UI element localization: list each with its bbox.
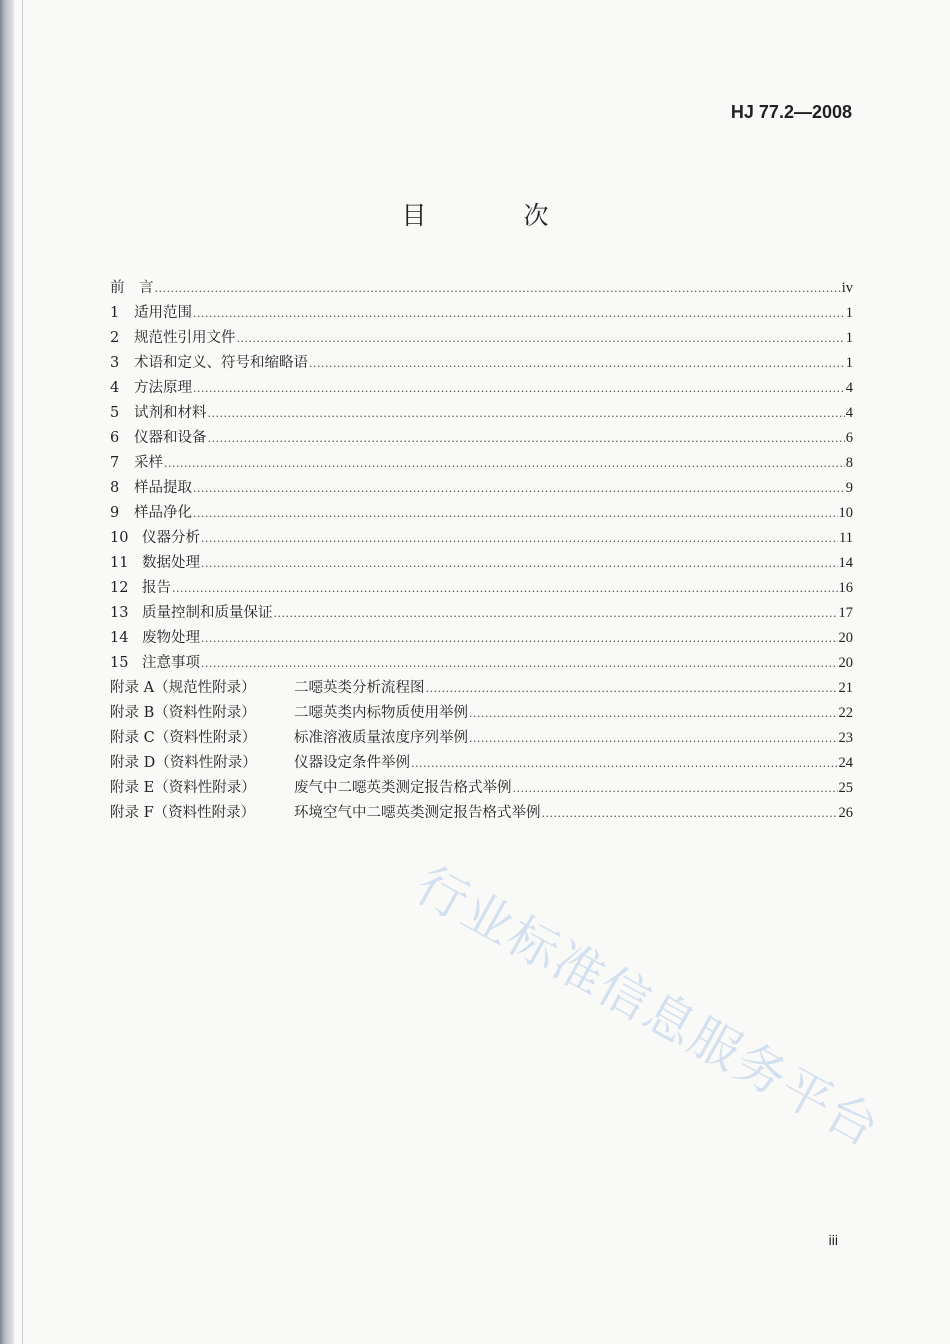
- toc-page: 10: [838, 505, 853, 521]
- toc-row[interactable]: [110, 551, 853, 576]
- appendix-page: 26: [838, 805, 853, 821]
- toc-row[interactable]: [110, 526, 853, 551]
- toc-row-foreword[interactable]: [110, 276, 853, 301]
- dot-leader: [208, 432, 845, 445]
- toc-row[interactable]: [110, 601, 853, 626]
- toc-number: 12: [110, 580, 129, 596]
- toc-number: 4: [110, 380, 120, 396]
- appendix-title: 仪器设定条件举例: [294, 755, 410, 771]
- toc-number: 3: [110, 355, 120, 371]
- toc-row[interactable]: [110, 576, 853, 601]
- toc-title: 适用范围: [134, 305, 192, 321]
- toc-page: 6: [845, 430, 853, 446]
- appendix-label: 附录 D（资料性附录）: [110, 755, 257, 771]
- dot-leader: [411, 757, 838, 770]
- appendix-page: 23: [838, 730, 853, 746]
- dot-leader: [237, 332, 845, 345]
- toc-row[interactable]: [110, 501, 853, 526]
- dot-leader: [208, 407, 845, 420]
- appendix-label: 附录 A（规范性附录）: [110, 680, 256, 696]
- dot-leader: [193, 382, 845, 395]
- dot-leader: [513, 782, 838, 795]
- appendix-page: 25: [838, 780, 853, 796]
- appendix-row[interactable]: [110, 776, 853, 801]
- appendix-label: 附录 E（资料性附录）: [110, 780, 256, 796]
- appendix-title: 标准溶液质量浓度序列举例: [294, 730, 468, 746]
- appendix-label: 附录 B（资料性附录）: [110, 705, 256, 721]
- table-of-contents: [110, 276, 853, 826]
- watermark: 行业标准信息服务平台: [406, 855, 890, 1159]
- page-number: iii: [828, 1232, 838, 1248]
- dot-leader: [201, 532, 838, 545]
- toc-page: 17: [838, 605, 853, 621]
- toc-page: 4: [845, 405, 853, 421]
- dot-leader: [201, 632, 838, 645]
- toc-row[interactable]: [110, 426, 853, 451]
- toc-row[interactable]: [110, 476, 853, 501]
- toc-title: 样品提取: [134, 480, 192, 496]
- toc-page: 1: [845, 355, 853, 371]
- dot-leader: [193, 307, 845, 320]
- dot-leader: [309, 357, 845, 370]
- dot-leader: [469, 707, 838, 720]
- toc-title: 仪器和设备: [134, 430, 207, 446]
- appendix-page: 22: [838, 705, 853, 721]
- toc-row[interactable]: [110, 401, 853, 426]
- toc-row[interactable]: [110, 451, 853, 476]
- toc-title: 废物处理: [142, 630, 200, 646]
- appendix-row[interactable]: [110, 701, 853, 726]
- toc-number: 2: [110, 330, 120, 346]
- toc-number: 13: [110, 605, 129, 621]
- standard-number: HJ 77.2—2008: [730, 102, 852, 122]
- toc-title: 数据处理: [142, 555, 200, 571]
- toc-title: 报告: [142, 580, 171, 596]
- toc-page: 14: [838, 555, 853, 571]
- toc-title: 前 言: [110, 280, 154, 296]
- toc-title: 规范性引用文件: [134, 330, 236, 346]
- dot-leader: [201, 657, 838, 670]
- appendix-label: 附录 F（资料性附录）: [110, 805, 256, 821]
- dot-leader: [201, 557, 838, 570]
- toc-title: 方法原理: [134, 380, 192, 396]
- dot-leader: [542, 807, 838, 820]
- toc-number: 15: [110, 655, 129, 671]
- dot-leader: [193, 507, 838, 520]
- toc-row[interactable]: [110, 376, 853, 401]
- toc-row[interactable]: [110, 301, 853, 326]
- appendix-row[interactable]: [110, 801, 853, 826]
- toc-title: 术语和定义、符号和缩略语: [134, 355, 308, 371]
- toc-title: 质量控制和质量保证: [142, 605, 273, 621]
- appendix-title: 二噁英类内标物质使用举例: [294, 705, 468, 721]
- toc-number: 1: [110, 305, 120, 321]
- toc-number: 10: [110, 530, 129, 546]
- appendix-title: 废气中二噁英类测定报告格式举例: [294, 780, 512, 796]
- toc-page: 16: [838, 580, 853, 596]
- appendix-title: 二噁英类分析流程图: [294, 680, 425, 696]
- toc-number: 5: [110, 405, 120, 421]
- toc-page: iv: [841, 280, 853, 296]
- page-title: 目 次: [401, 201, 585, 230]
- toc-title: 注意事项: [142, 655, 200, 671]
- toc-number: 6: [110, 430, 120, 446]
- toc-number: 9: [110, 505, 120, 521]
- toc-number: 8: [110, 480, 120, 496]
- appendix-label: 附录 C（资料性附录）: [110, 730, 257, 746]
- toc-row[interactable]: [110, 351, 853, 376]
- toc-title: 仪器分析: [142, 530, 200, 546]
- toc-page: 1: [845, 330, 853, 346]
- toc-page: 8: [845, 455, 853, 471]
- toc-page: 20: [838, 655, 853, 671]
- toc-number: 14: [110, 630, 129, 646]
- toc-title: 采样: [134, 455, 163, 471]
- toc-number: 7: [110, 455, 120, 471]
- toc-row[interactable]: [110, 326, 853, 351]
- appendix-row[interactable]: [110, 726, 853, 751]
- toc-title: 样品净化: [134, 505, 192, 521]
- appendix-page: 24: [838, 755, 853, 771]
- dot-leader: [164, 457, 845, 470]
- dot-leader: [469, 732, 838, 745]
- appendix-page: 21: [838, 680, 853, 696]
- toc-number: 11: [110, 555, 129, 571]
- appendix-title: 环境空气中二噁英类测定报告格式举例: [294, 805, 541, 821]
- toc-title: 试剂和材料: [134, 405, 207, 421]
- dot-leader: [172, 582, 838, 595]
- toc-row[interactable]: [110, 651, 853, 676]
- appendix-row[interactable]: [110, 676, 853, 701]
- toc-page: 20: [838, 630, 853, 646]
- toc-row[interactable]: [110, 626, 853, 651]
- dot-leader: [155, 282, 841, 295]
- toc-page: 4: [845, 380, 853, 396]
- toc-page: 11: [839, 530, 853, 546]
- dot-leader: [193, 482, 845, 495]
- toc-page: 9: [845, 480, 853, 496]
- dot-leader: [426, 682, 838, 695]
- toc-page: 1: [845, 305, 853, 321]
- dot-leader: [274, 607, 838, 620]
- appendix-row[interactable]: [110, 751, 853, 776]
